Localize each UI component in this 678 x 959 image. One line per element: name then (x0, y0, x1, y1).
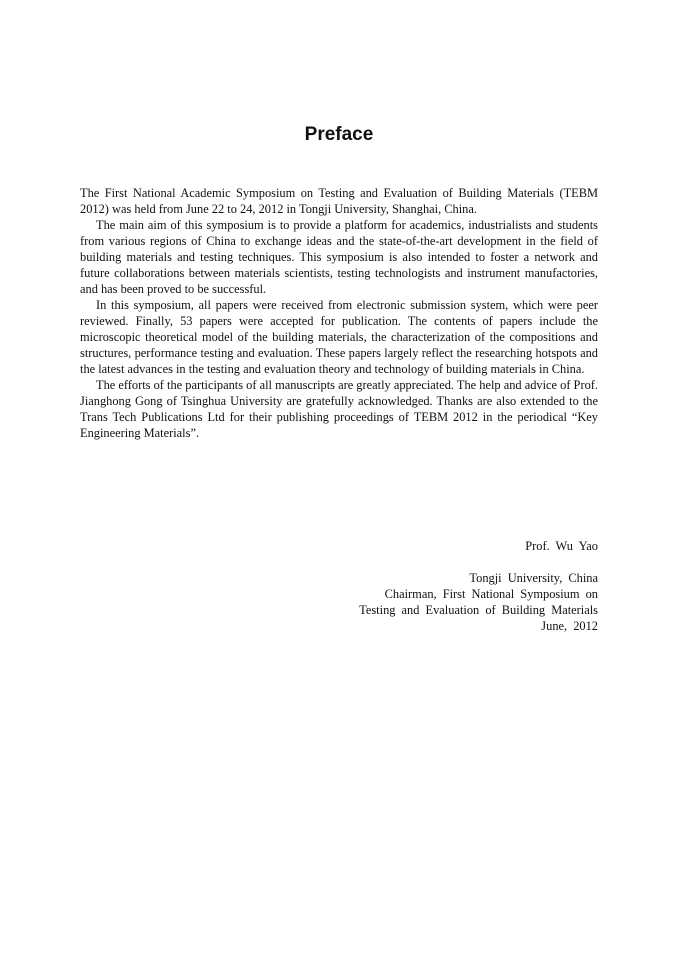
author-name: Prof. Wu Yao (525, 539, 598, 553)
author-role-line-2: Testing and Evaluation of Building Materials (359, 603, 598, 617)
signature-date: June, 2012 (541, 619, 598, 633)
paragraph-4: The efforts of the participants of all manuscripts are greatly appreciated. The help and advice of Prof. Jianghong Gong of Tsinghua University are gratefully acknowledged. Thanks are also extended to the Trans Tech Publications Ltd for their publishing proceedings of TEBM 2012 in the periodical “Key Engineering Materials”. (80, 378, 598, 440)
paragraph-1: The First National Academic Symposium on Testing and Evaluation of Building Materials (TEBM 2012) was held from June 22 to 24, 2012 in Tongji University, Shanghai, China. (80, 186, 598, 216)
author-role-line-1: Chairman, First National Symposium on (384, 587, 598, 601)
preface-body (80, 185, 598, 441)
page-title: Preface (304, 124, 374, 145)
author-affiliation: Tongji University, China (469, 571, 598, 585)
paragraph-2: The main aim of this symposium is to provide a platform for academics, industrialists and students from various regions of China to exchange ideas and the state-of-the-art development in the field of building materials and testing techniques. This symposium is also intended to foster a network and future collaborations between materials scientists, testing technologists and instrument manufactories, and has been proved to be successful. (80, 218, 598, 296)
signature-block (198, 538, 598, 634)
paragraph-3: In this symposium, all papers were received from electronic submission system, which were peer reviewed. Finally, 53 papers were accepted for publication. The contents of papers include the microscopic theoretical model of the building materials, the characterization of the compositions and structures, performance testing and evaluation. These papers largely reflect the researching hotspots and the latest advances in the testing and evaluation theory and technology of building materials in China. (80, 298, 598, 376)
signature-spacer (198, 554, 598, 570)
